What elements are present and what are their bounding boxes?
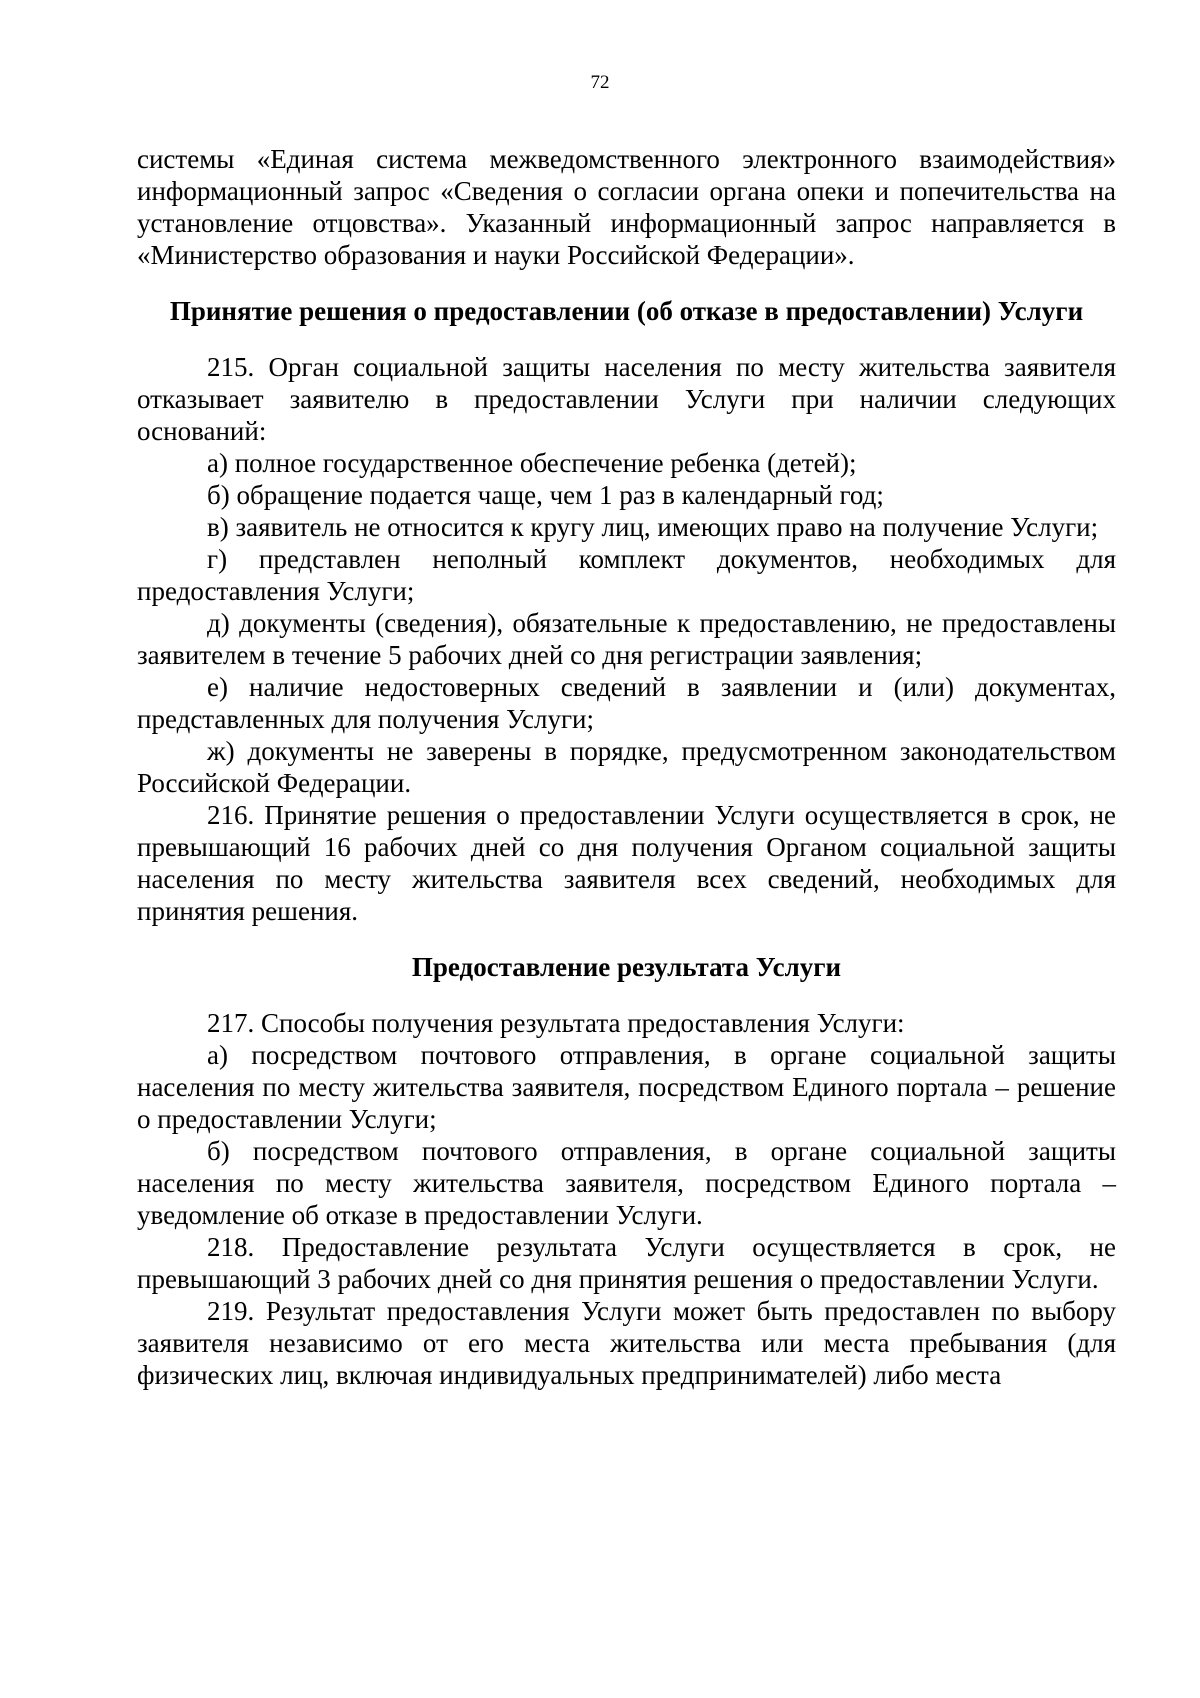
document-body	[137, 143, 1116, 1391]
list-item-215-d: д) документы (сведения), обязательные к предоставлению, не предоставлены заявителем в течение 5 рабочих дней со дня регистрации заявления;	[137, 608, 1116, 670]
paragraph-218: 218. Предоставление результата Услуги осуществляется в срок, не превышающий 3 рабочих дней со дня принятия решения о предоставлении Услуги.	[137, 1232, 1116, 1294]
paragraph-215: 215. Орган социальной защиты населения по месту жительства заявителя отказывает заявителю в предоставлении Услуги при наличии следующих оснований:	[137, 352, 1116, 446]
list-item-215-g: г) представлен неполный комплект документов, необходимых для предоставления Услуги;	[137, 544, 1116, 606]
list-item-215-a: а) полное государственное обеспечение ребенка (детей);	[207, 448, 857, 478]
list-item-215-b: б) обращение подается чаще, чем 1 раз в календарный год;	[207, 480, 884, 510]
list-item-215-e: е) наличие недостоверных сведений в заявлении и (или) документах, представленных для получения Услуги;	[137, 672, 1116, 734]
page-number: 72	[590, 72, 610, 93]
list-item-215-v: в) заявитель не относится к кругу лиц, имеющих право на получение Услуги;	[207, 512, 1099, 542]
paragraph-216: 216. Принятие решения о предоставлении Услуги осуществляется в срок, не превышающий 16 рабочих дней со дня получения Органом социальной защиты населения по месту жительства заявителя всех сведений, необходимых для принятия решения.	[137, 800, 1116, 926]
section-heading-decision: Принятие решения о предоставлении (об отказе в предоставлении) Услуги	[169, 296, 1084, 326]
section-heading-result: Предоставление результата Услуги	[411, 952, 842, 982]
list-item-217-b: б) посредством почтового отправления, в органе социальной защиты населения по месту жительства заявителя, посредством Единого портала – уведомление об отказе в предоставлении Услуги.	[137, 1136, 1116, 1230]
paragraph-217: 217. Способы получения результата предоставления Услуги:	[207, 1008, 905, 1038]
list-item-215-zh: ж) документы не заверены в порядке, предусмотренном законодательством Российской Федерации.	[137, 736, 1116, 798]
list-item-217-a: а) посредством почтового отправления, в органе социальной защиты населения по месту жительства заявителя, посредством Единого портала – решение о предоставлении Услуги;	[137, 1040, 1116, 1134]
paragraph-continuation: системы «Единая система межведомственного электронного взаимодействия» информационный запрос «Сведения о согласии органа опеки и попечительства на установление отцовства». Указанный информационный запрос направляется в «Министерство образования и науки Российской Федерации».	[137, 144, 1116, 270]
paragraph-219: 219. Результат предоставления Услуги может быть предоставлен по выбору заявителя независимо от его места жительства или места пребывания (для физических лиц, включая индивидуальных предпринимателей) либо места	[137, 1296, 1116, 1390]
